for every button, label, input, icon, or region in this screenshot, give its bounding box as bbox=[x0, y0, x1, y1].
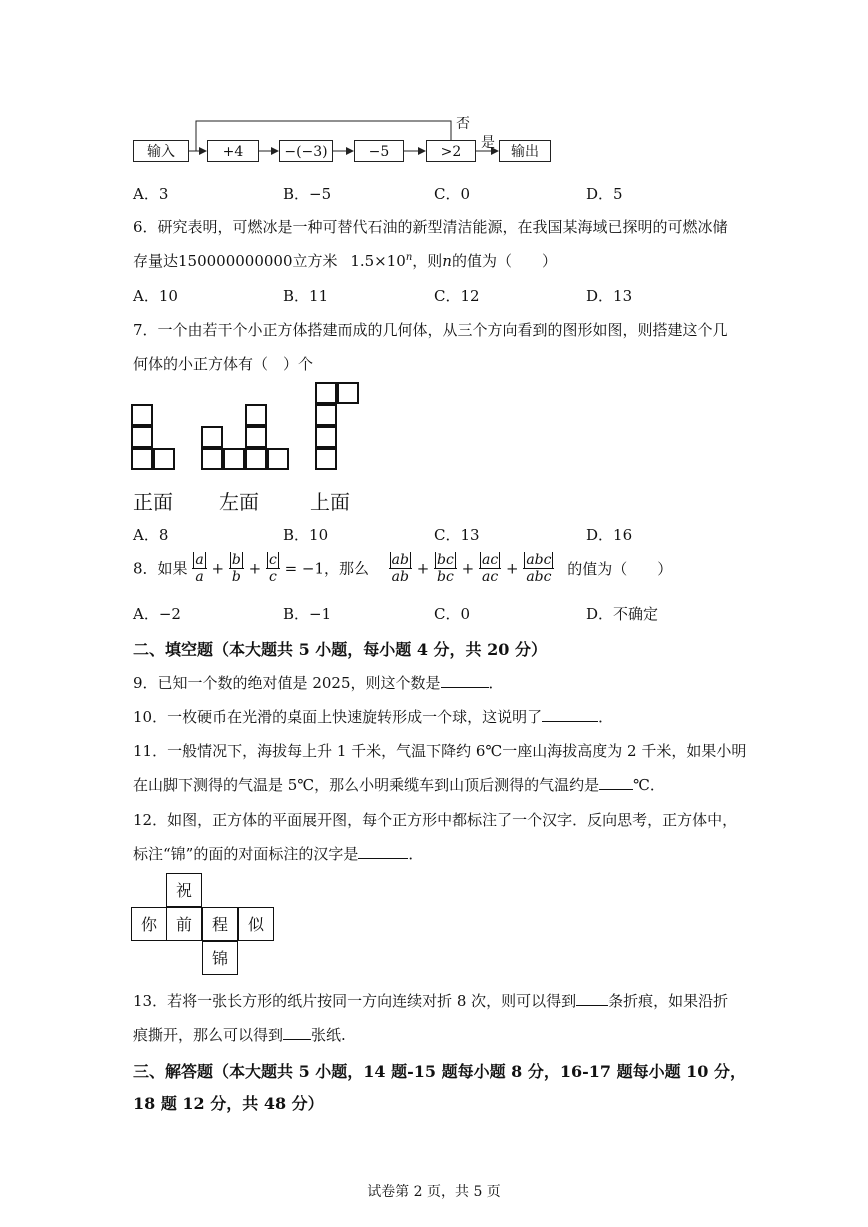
net-cell-row-3: 程 bbox=[202, 907, 238, 941]
q8-cond-a-num: a bbox=[195, 552, 204, 568]
q11-line1: 11．一般情况下，海拔每上升 1 千米，气温下降约 6℃一座山海拔高度为 2 千米，如果小明 bbox=[133, 742, 747, 760]
flow-gt2-label: >2 bbox=[440, 144, 462, 160]
q8-plus: + bbox=[505, 559, 519, 578]
q6-sci-exp: n bbox=[405, 252, 413, 263]
q8-option-c: C．0 bbox=[434, 605, 471, 623]
q8-frac-bc bbox=[434, 552, 457, 585]
left-cube bbox=[245, 448, 267, 470]
q9-end: ． bbox=[488, 674, 504, 692]
q5-option-d: D．5 bbox=[586, 185, 623, 203]
front-cube bbox=[131, 404, 153, 426]
q8-f3-den: ac bbox=[482, 569, 499, 585]
q12-line1: 12．如图，正方体的平面展开图，每个正方形中都标注了一个汉字．反向思考，正方体中， bbox=[133, 811, 738, 829]
q7-line2: 何体的小正方体有（ ）个 bbox=[133, 355, 314, 373]
q6-option-d: D．13 bbox=[586, 287, 633, 305]
q8-plus: + bbox=[211, 559, 225, 578]
q13-blank-1[interactable] bbox=[576, 991, 608, 1006]
left-cube bbox=[245, 404, 267, 426]
q8-plus: + bbox=[248, 559, 262, 578]
q7-line1: 7．一个由若干个小正方体搭建而成的几何体，从三个方向看到的图形如图，则搭建这个几 bbox=[133, 321, 728, 339]
q9-text: 9．已知一个数的绝对值是 2025，则这个数是 bbox=[133, 674, 441, 692]
net-cell-row-1: 你 bbox=[131, 907, 167, 941]
flow-no-label: 否 bbox=[456, 116, 470, 132]
q8-f2-num: bc bbox=[437, 552, 454, 568]
q8-prefix: 8．如果 bbox=[133, 559, 188, 578]
net-cell-row-4: 似 bbox=[238, 907, 274, 941]
top-cube bbox=[315, 426, 337, 448]
q8-frac-ab bbox=[389, 552, 412, 585]
q6-option-a: A．10 bbox=[133, 287, 178, 305]
section2-heading: 二、填空题（本大题共 5 小题，每小题 4 分，共 20 分） bbox=[133, 640, 547, 659]
q8-cond-frac-b bbox=[229, 552, 244, 585]
q11-blank[interactable] bbox=[599, 775, 633, 790]
front-cube bbox=[131, 448, 153, 470]
q8-f4-den: abc bbox=[526, 569, 552, 585]
q12-text: 标注“锦”的面的对面标注的汉字是 bbox=[133, 845, 359, 863]
q7-option-d: D．16 bbox=[586, 526, 633, 544]
left-cube bbox=[201, 426, 223, 448]
q8-option-a: A．−2 bbox=[133, 605, 181, 623]
q8-frac-ac bbox=[479, 552, 501, 585]
q12-blank[interactable] bbox=[358, 844, 408, 859]
q7-option-b: B．10 bbox=[283, 526, 329, 544]
q13-text-b: 条折痕，如果沿折 bbox=[608, 992, 729, 1010]
q7-option-c: C．13 bbox=[434, 526, 480, 544]
left-cube bbox=[245, 426, 267, 448]
q8-option-b: B．−1 bbox=[283, 605, 332, 623]
q13-text-a: 13．若将一张长方形的纸片按同一方向连续对折 8 次，则可以得到 bbox=[133, 992, 577, 1010]
q8-cond-rhs: = −1 bbox=[284, 559, 325, 578]
q13-text-d: 张纸. bbox=[311, 1026, 346, 1044]
q8-plus: + bbox=[461, 559, 475, 578]
top-cube bbox=[315, 382, 337, 404]
section3-heading-line1: 三、解答题（本大题共 5 小题，14 题-15 题每小题 8 分，16-17 题每小题 10 分， bbox=[133, 1062, 747, 1081]
q8-plus: + bbox=[416, 559, 430, 578]
q6-var-n: n bbox=[442, 252, 452, 270]
q7-label-top: 上面 bbox=[310, 490, 350, 514]
left-cube bbox=[223, 448, 245, 470]
q13-text-c: 痕撕开，那么可以得到 bbox=[133, 1026, 284, 1044]
q7-option-a: A．8 bbox=[133, 526, 169, 544]
q5-option-a: A．3 bbox=[133, 185, 169, 203]
q6-line2 bbox=[133, 250, 557, 271]
q8-cond-c-num: c bbox=[268, 552, 277, 568]
flow-minus-neg3-label: −(−3) bbox=[284, 144, 328, 160]
q11-text: 在山脚下测得的气温是 5℃，那么小明乘缆车到山顶后测得的气温约是 bbox=[133, 776, 600, 794]
net-cell-top: 祝 bbox=[166, 873, 202, 907]
q6-sci-base: 1.5×10 bbox=[350, 252, 406, 270]
q8-suffix: 的值为（ ） bbox=[567, 559, 673, 578]
flow-plus4-label: +4 bbox=[222, 144, 244, 160]
flow-input-label: 输入 bbox=[147, 144, 175, 160]
q6-text-d: 的值为（ ） bbox=[451, 252, 557, 270]
q13-line1 bbox=[133, 990, 728, 1011]
top-cube bbox=[315, 404, 337, 426]
flow-arrows bbox=[0, 0, 868, 200]
q8-cond-c-den: c bbox=[268, 569, 277, 585]
q9-line bbox=[133, 672, 504, 693]
q10-end: ． bbox=[598, 708, 614, 726]
q11-end: ℃． bbox=[633, 776, 665, 794]
q10-text: 10．一枚硬币在光滑的桌面上快速旋转形成一个球，这说明了 bbox=[133, 708, 543, 726]
q10-blank[interactable] bbox=[542, 707, 598, 722]
front-cube bbox=[153, 448, 175, 470]
front-cube bbox=[131, 426, 153, 448]
q9-blank[interactable] bbox=[441, 673, 489, 688]
net-cell-row-2: 前 bbox=[166, 907, 202, 941]
left-cube bbox=[267, 448, 289, 470]
q6-text-a: 存量达150000000000立方米 bbox=[133, 252, 338, 270]
net-cell-bottom: 锦 bbox=[202, 941, 238, 975]
flow-yes-label: 是 bbox=[481, 135, 495, 151]
q8-f2-den: bc bbox=[437, 569, 454, 585]
q6-option-c: C．12 bbox=[434, 287, 480, 305]
q8-option-d: D．不确定 bbox=[586, 605, 659, 623]
q8-cond-a-den: a bbox=[195, 569, 204, 585]
q6-option-b: B．11 bbox=[283, 287, 329, 305]
flow-loop-line bbox=[196, 121, 451, 151]
q8-f1-num: ab bbox=[391, 552, 409, 568]
q6-text-c: ，则 bbox=[412, 252, 443, 270]
q8-line bbox=[133, 552, 672, 585]
q8-cond-b-num: b bbox=[231, 552, 241, 568]
q7-label-left: 左面 bbox=[219, 490, 259, 514]
q12-end: ． bbox=[408, 845, 424, 863]
q10-line bbox=[133, 706, 613, 727]
q8-f1-den: ab bbox=[391, 569, 409, 585]
top-cube bbox=[337, 382, 359, 404]
q8-cond-frac-c bbox=[266, 552, 280, 585]
q13-blank-2[interactable] bbox=[283, 1025, 311, 1040]
left-cube bbox=[201, 448, 223, 470]
flow-output-label: 输出 bbox=[511, 144, 539, 160]
q8-mid: ，那么 bbox=[324, 559, 370, 578]
q7-label-front: 正面 bbox=[133, 490, 173, 514]
flow-minus5-label: −5 bbox=[368, 144, 390, 160]
q8-cond-b-den: b bbox=[231, 569, 241, 585]
q12-line2 bbox=[133, 843, 423, 864]
page-footer: 试卷第 2 页，共 5 页 bbox=[367, 1184, 501, 1200]
q6-line1: 6．研究表明，可燃冰是一种可替代石油的新型清洁能源，在我国某海域已探明的可燃冰储 bbox=[133, 218, 728, 236]
section3-heading-line2: 18 题 12 分，共 48 分） bbox=[133, 1094, 324, 1113]
q5-option-b: B．−5 bbox=[283, 185, 332, 203]
q13-line2 bbox=[133, 1024, 346, 1045]
top-cube bbox=[315, 448, 337, 470]
q8-f3-num: ac bbox=[482, 552, 499, 568]
q8-cond-frac-a bbox=[192, 552, 206, 585]
q5-option-c: C．0 bbox=[434, 185, 471, 203]
q8-f4-num: abc bbox=[526, 552, 552, 568]
q8-frac-abc bbox=[523, 552, 554, 585]
q11-line2 bbox=[133, 774, 665, 795]
